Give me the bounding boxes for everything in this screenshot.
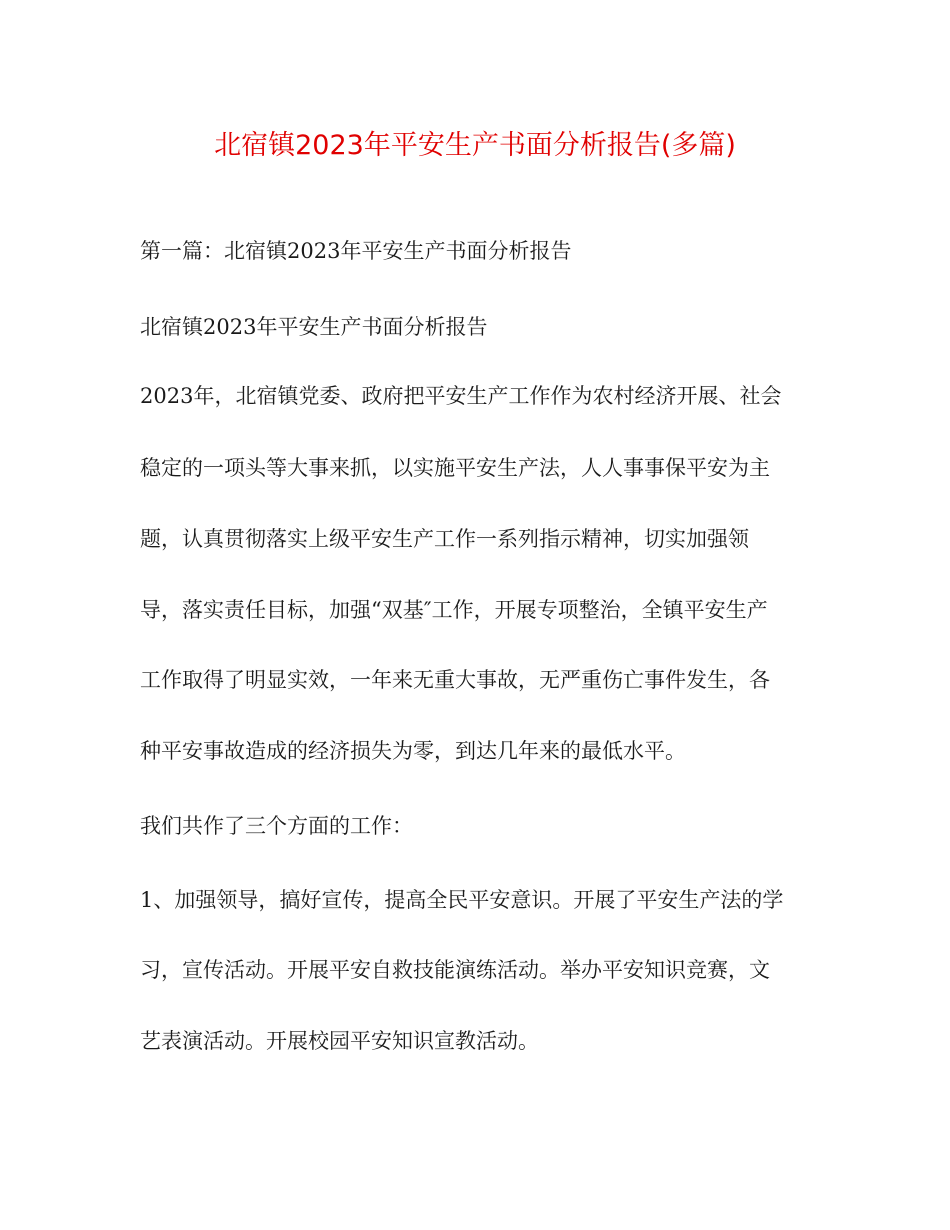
paragraph-line: 稳定的一项头等大事来抓，以实施平安生产法，人人事事保平安为主 — [140, 456, 770, 480]
paragraph-line: 我们共作了三个方面的工作： — [140, 814, 413, 838]
paragraph-line: 工作取得了明显实效，一年来无重大事故，无严重伤亡事件发生，各 — [140, 668, 770, 692]
list-item-line: 艺表演活动。开展校园平安知识宣教活动。 — [140, 1029, 539, 1053]
list-item-line: 1、加强领导，搞好宣传，提高全民平安意识。开展了平安生产法的学 — [140, 888, 784, 912]
document-title: 北宿镇2023年平安生产书面分析报告(多篇) — [214, 130, 736, 161]
report-subtitle: 北宿镇2023年平安生产书面分析报告 — [140, 315, 488, 339]
paragraph-line: 题，认真贯彻落实上级平安生产工作一系列指示精神，切实加强领 — [140, 527, 749, 551]
section-heading: 第一篇：北宿镇2023年平安生产书面分析报告 — [140, 239, 572, 263]
list-item-line: 习，宣传活动。开展平安自救技能演练活动。举办平安知识竞赛，文 — [140, 958, 770, 982]
paragraph-line: 导，落实责任目标，加强“双基″工作，开展专项整治，全镇平安生产 — [140, 598, 768, 622]
paragraph-line: 种平安事故造成的经济损失为零，到达几年来的最低水平。 — [140, 739, 686, 763]
paragraph-line: 2023年，北宿镇党委、政府把平安生产工作作为农村经济开展、社会 — [140, 384, 782, 408]
